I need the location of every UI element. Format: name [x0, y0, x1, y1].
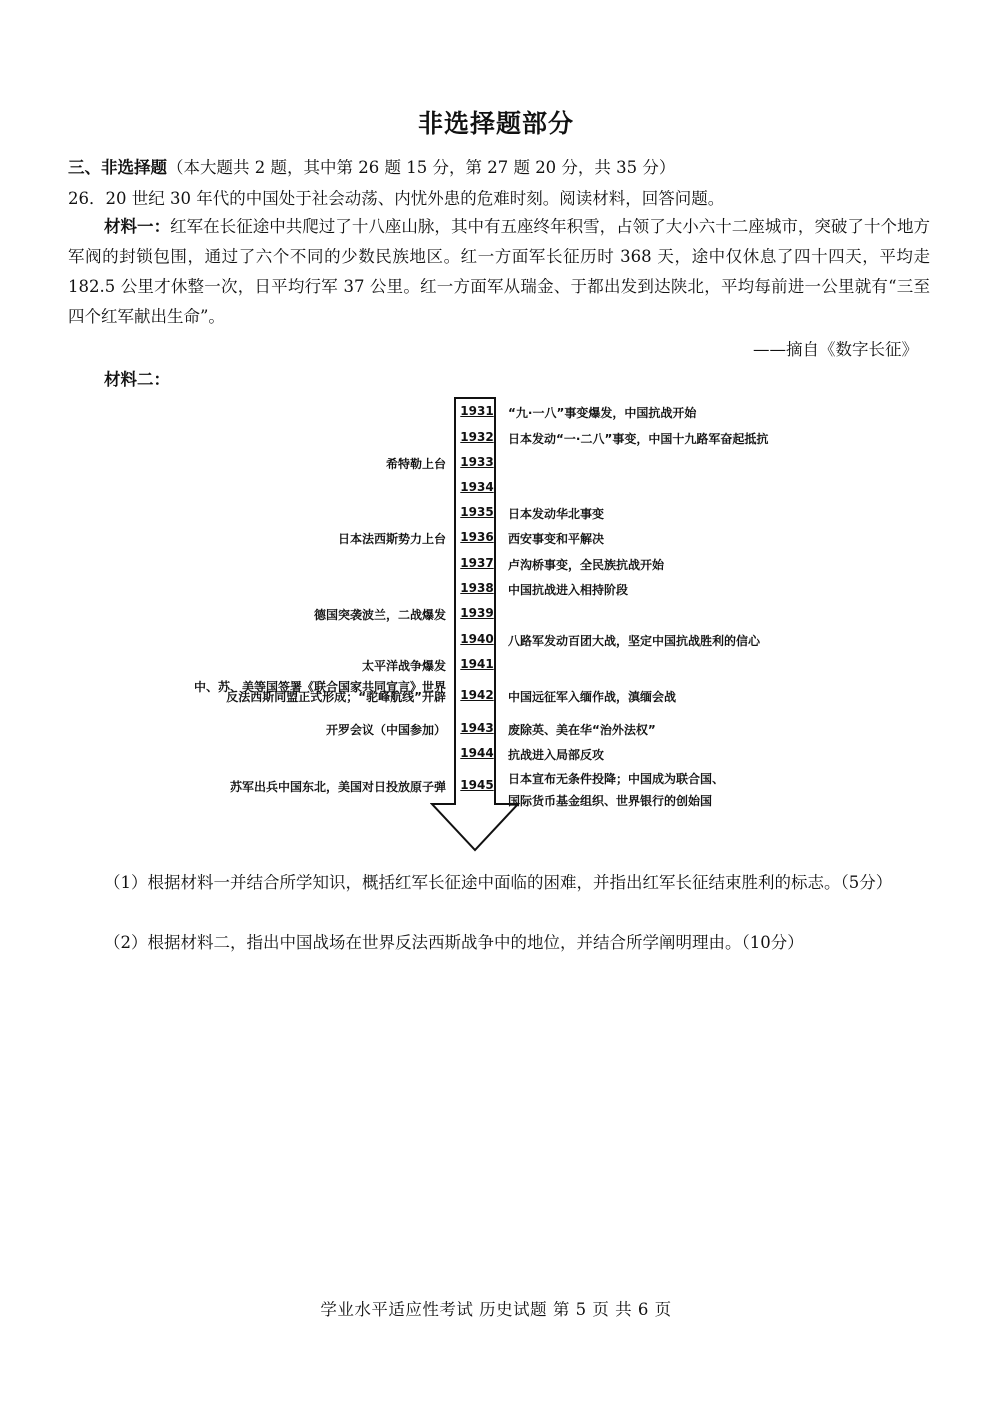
question-2-text: （2）根据材料二，指出中国战场在世界反法西斯战争中的地位，并结合所学阐明理由。（10分）: [104, 933, 804, 952]
timeline-event-china-1943: 废除英、美在华“治外法权”: [508, 723, 656, 737]
timeline-event-china-1937: 卢沟桥事变，全民族抗战开始: [508, 558, 665, 572]
timeline-event-china-1945-line2: 国际货币基金组织、世界银行的创始国: [508, 794, 713, 808]
material-1-source: ——摘自《数字长征》: [753, 340, 918, 359]
question-1: [104, 868, 934, 898]
timeline-event-world-1933: 希特勒上台: [385, 457, 446, 471]
timeline-year-1938: 1938: [460, 581, 494, 595]
timeline-event-world-1936: 日本法西斯势力上台: [337, 532, 446, 546]
timeline-year-1945: 1945: [460, 778, 494, 792]
timeline-event-china-1938: 中国抗战进入相持阶段: [508, 583, 629, 597]
timeline-year-1941: 1941: [460, 657, 494, 671]
question-2: [104, 928, 934, 958]
timeline-event-china-1940: 八路军发动百团大战，坚定中国抗战胜利的信心: [508, 634, 761, 648]
timeline-event-world-1943: 开罗会议（中国参加）: [325, 723, 446, 737]
timeline-year-1943: 1943: [460, 721, 494, 735]
section-note: （本大题共 2 题，其中第 26 题 15 分，第 27 题 20 分，共 35 分）: [167, 158, 676, 177]
section-label: 三、非选择题: [68, 158, 167, 177]
question-26-intro: 26．20 世纪 30 年代的中国处于社会动荡、内忧外患的危难时刻。阅读材料，回答问题。: [68, 189, 725, 208]
material-1-text: 红军在长征途中共爬过了十八座山脉，其中有五座终年积雪，占领了大小六十二座城市，突破了十个地方军阀的封锁包围，通过了六个不同的少数民族地区。红一方面军长征历时 368 天，途中仅休息了四十四天，平均走 182.5 公里才休整一次，日平均行军 37 公里。红一方面军从瑞金、于都出发到达陕北，平均每前进一公里就有“三至四个红军献出生命”。: [68, 217, 931, 326]
timeline-year-1932: 1932: [460, 430, 494, 444]
timeline-year-1934: 1934: [460, 480, 494, 494]
question-1-text: （1）根据材料一并结合所学知识，概括红军长征途中面临的困难，并指出红军长征结束胜利的标志。（5分）: [104, 873, 893, 892]
timeline-event-china-1945: 日本宣布无条件投降；中国成为联合国、: [508, 772, 725, 786]
page-title: 非选择题部分: [417, 109, 574, 138]
timeline-event-world-1939: 德国突袭波兰，二战爆发: [313, 608, 446, 622]
timeline-year-1942: 1942: [460, 688, 494, 702]
page-footer: 学业水平适应性考试 历史试题 第 5 页 共 6 页: [320, 1300, 672, 1319]
timeline-year-1931: 1931: [460, 404, 494, 418]
timeline-event-china-1944: 抗战进入局部反攻: [508, 748, 605, 762]
timeline-event-china-1935: 日本发动华北事变: [508, 507, 605, 521]
timeline-event-world-1942-line1: 中、苏、美等国签署《联合国家共同宣言》世界: [193, 680, 446, 694]
timeline-event-china-1932: 日本发动“一·二八”事变，中国十九路军奋起抵抗: [508, 432, 769, 446]
timeline-year-1939: 1939: [460, 606, 494, 620]
timeline-year-1940: 1940: [460, 632, 494, 646]
timeline-event-china-1936: 西安事变和平解决: [508, 532, 605, 546]
timeline-event-world-1945: 苏军出兵中国东北，美国对日投放原子弹: [229, 780, 446, 794]
timeline-event-china-1931: “九·一八”事变爆发，中国抗战开始: [508, 406, 697, 420]
material-2-label: 材料二：: [104, 370, 170, 389]
timeline-year-1944: 1944: [460, 746, 494, 760]
timeline-year-1935: 1935: [460, 505, 494, 519]
timeline-year-1936: 1936: [460, 530, 494, 544]
timeline-year-1937: 1937: [460, 556, 494, 570]
material-1-label: 材料一：: [104, 217, 171, 236]
timeline-year-1933: 1933: [460, 455, 494, 469]
timeline-event-china-1942: 中国远征军入缅作战，滇缅会战: [508, 690, 677, 704]
timeline-event-world-1942: 反法西斯同盟正式形成；“驼峰航线”开辟: [226, 690, 446, 704]
timeline-event-world-1941: 太平洋战争爆发: [361, 659, 446, 673]
